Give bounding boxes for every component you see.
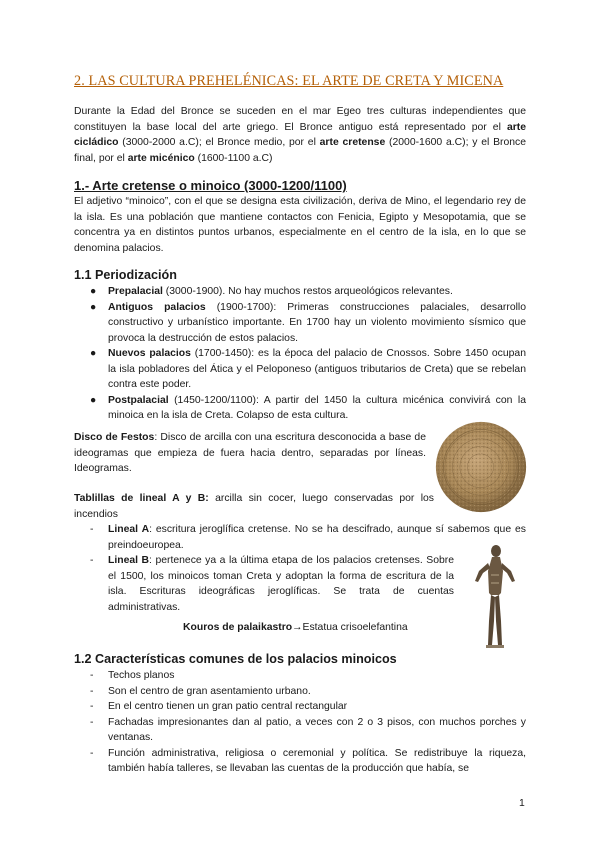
bullet-icon: ● — [90, 348, 97, 359]
characteristics-list — [90, 668, 526, 777]
list-item: ● Prepalacial (3000-1900). No hay muchos restos arqueológicos relevantes. — [90, 284, 526, 300]
disco-festos-paragraph: Disco de Festos: Disco de arcilla con una escritura desconocida a base de ideogramas que empieza de fuera hacia dentro, separadas por líneas. Ideogramas. — [74, 432, 426, 474]
dash-icon: - — [90, 555, 94, 566]
bullet-icon: ● — [90, 301, 97, 313]
kouros-caption: Kouros de palaikastro→Estatua crisoelefantina — [183, 622, 408, 633]
list-item: ● Nuevos palacios (1700-1450): es la época del palacio de Cnossos. Sobre 1450 ocupan la isla pobladores del Ática y el Peloponeso (antiguos tributarios de Creta) que se rebelan contra este poder. — [90, 348, 526, 390]
dash-icon: - — [90, 670, 94, 681]
list-item: - Lineal B: pertenece ya a la última etapa de los palacios cretenses. Sobre el 1500, los minoicos toman Creta y adoptan la forma de escritura de la isla. Escrituras ideográficas jeroglíficas. Se trata de cuentas administrativas. — [90, 555, 454, 613]
dash-icon: - — [90, 685, 94, 697]
list-item: - Función administrativa, religiosa o ceremonial y política. Se redistribuye la riqueza, también había talleres, se llevaban las cuentas de la producción que había, se — [90, 747, 526, 774]
bullet-icon: ● — [90, 394, 97, 406]
list-item: - Lineal A: escritura jeroglífica cretense. No se ha descifrado, aunque sí sabemos que es preindoeuropea. — [90, 524, 527, 551]
page-number: 1 — [519, 798, 525, 809]
document-title: 2. LAS CULTURA PREHELÉNICAS: EL ARTE DE CRETA Y MICENA — [74, 73, 504, 89]
dash-icon: - — [90, 524, 94, 535]
list-item: - En el centro tienen un gran patio central rectangular — [90, 699, 526, 715]
list-item: ● Antiguos palacios (1900-1700): Primeras construcciones palaciales, desarrollo constructivo y urbanístico importante. En 1700 hay un violento movimiento sísmico que provoca la destrucción de estos palacios. — [90, 301, 526, 344]
bullet-icon: ● — [90, 286, 97, 297]
dash-icon: - — [90, 701, 94, 712]
intro-paragraph: Durante la Edad del Bronce se suceden en el mar Egeo tres culturas independientes que constituyen la base local del arte griego. El Bronce antiguo está representado por el arte cicládico (3000-2000 a.C); el Bronce medio, por el arte cretense (2000-1600 a.C); y el Bronce final, por el arte micénico (1600-1100 a.C) — [74, 106, 526, 164]
subheading-caracteristicas: 1.2 Características comunes de los palacios minoicos — [74, 652, 397, 666]
list-item: - Son el centro de gran asentamiento urbano. — [90, 684, 526, 700]
kouros-statue-image — [469, 541, 521, 649]
tablillas-paragraph: Tablillas de lineal A y B: arcilla sin cocer, luego conservadas por los incendios — [74, 493, 435, 520]
list-item: - Fachadas impresionantes dan al patio, a veces con 2 o 3 pisos, con muchos porches y ventanas. — [90, 716, 526, 743]
lineal-list — [90, 522, 526, 615]
dash-icon: - — [90, 747, 94, 759]
list-item: ● Postpalacial (1450-1200/1100): A partir del 1450 la cultura micénica convivirá con la minoica en la isla de Creta. Colapso de esta cultura. — [90, 394, 526, 421]
periodization-list — [90, 284, 526, 424]
subheading-periodizacion: 1.1 Periodización — [74, 268, 177, 282]
section1-paragraph: El adjetivo “minoico”, con el que se designa esta civilización, deriva de Mino, el legendario rey de la isla. Es una población que mantiene contactos con Fenicia, Egipto y Mesopotamia, que se concentra ya en distintos puntos urbanos, especialmente en el centro de la isla, en lo que se denomina palacios. — [74, 196, 526, 254]
dash-icon: - — [90, 716, 94, 728]
list-item: - Techos planos — [90, 668, 526, 684]
section-heading-arte-cretense: 1.- Arte cretense o minoico (3000-1200/1100) — [74, 178, 347, 193]
disco-festos-image — [434, 420, 528, 514]
